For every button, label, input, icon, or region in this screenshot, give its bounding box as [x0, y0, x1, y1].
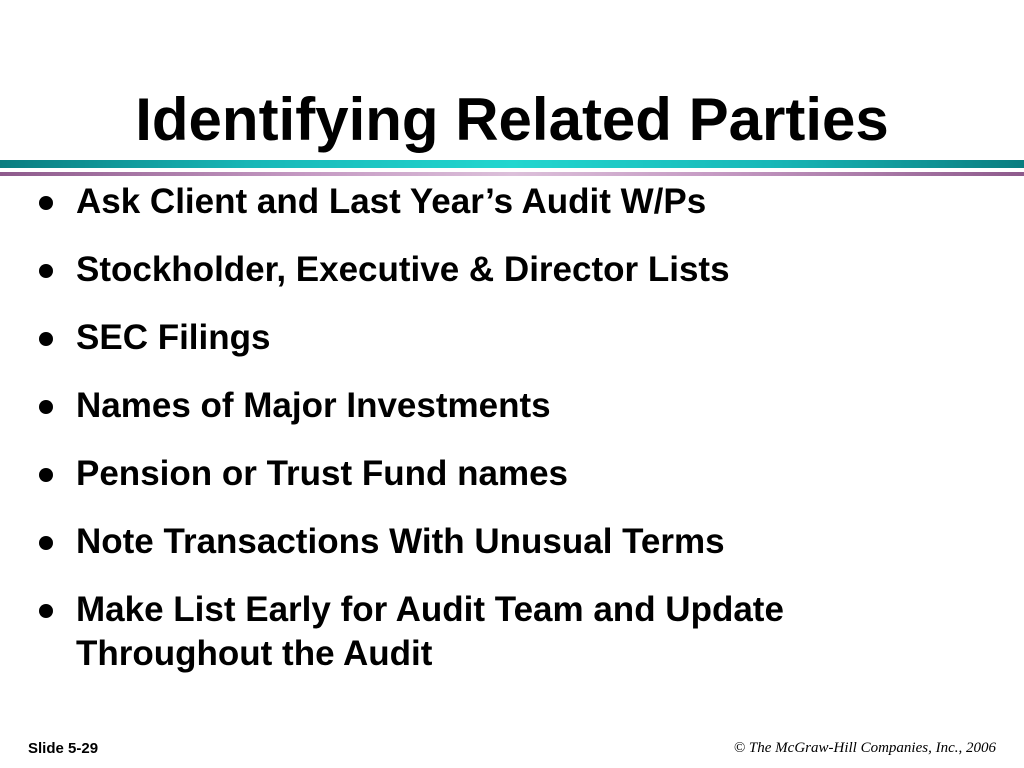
- copyright-notice: © The McGraw-Hill Companies, Inc., 2006: [733, 740, 996, 756]
- bullet-dot-icon: [39, 536, 53, 550]
- bullet-dot-icon: [39, 332, 53, 346]
- bullet-text: SEC Filings: [76, 318, 271, 357]
- bullet-item-pension: [0, 452, 1024, 496]
- bullet-item-investments: [0, 384, 1024, 428]
- slide-number: Slide 5-29: [28, 740, 99, 757]
- bullet-dot-icon: [39, 468, 53, 482]
- bullet-list: [0, 180, 1024, 700]
- bullet-dot-icon: [39, 196, 53, 210]
- bullet-item-make-list: [0, 588, 1024, 676]
- bullet-text: Stockholder, Executive & Director Lists: [76, 250, 730, 289]
- bullet-text: Ask Client and Last Year’s Audit W/Ps: [76, 182, 707, 221]
- bullet-text: Names of Major Investments: [76, 386, 551, 425]
- bullet-item-lists: [0, 248, 1024, 292]
- bullet-item-sec-filings: [0, 316, 1024, 360]
- bullet-dot-icon: [39, 604, 53, 618]
- bullet-text: Note Transactions With Unusual Terms: [76, 522, 725, 561]
- slide-title: Identifying Related Parties: [135, 86, 889, 153]
- title-divider-teal: [0, 160, 1024, 168]
- bullet-text: Make List Early for Audit Team and Update Throughout the Audit: [76, 590, 784, 673]
- bullet-dot-icon: [39, 264, 53, 278]
- title-divider-purple: [0, 172, 1024, 176]
- bullet-item-note-transactions: [0, 520, 1024, 564]
- bullet-dot-icon: [39, 400, 53, 414]
- bullet-text: Pension or Trust Fund names: [76, 454, 569, 493]
- bullet-item-ask-client: [0, 180, 1024, 224]
